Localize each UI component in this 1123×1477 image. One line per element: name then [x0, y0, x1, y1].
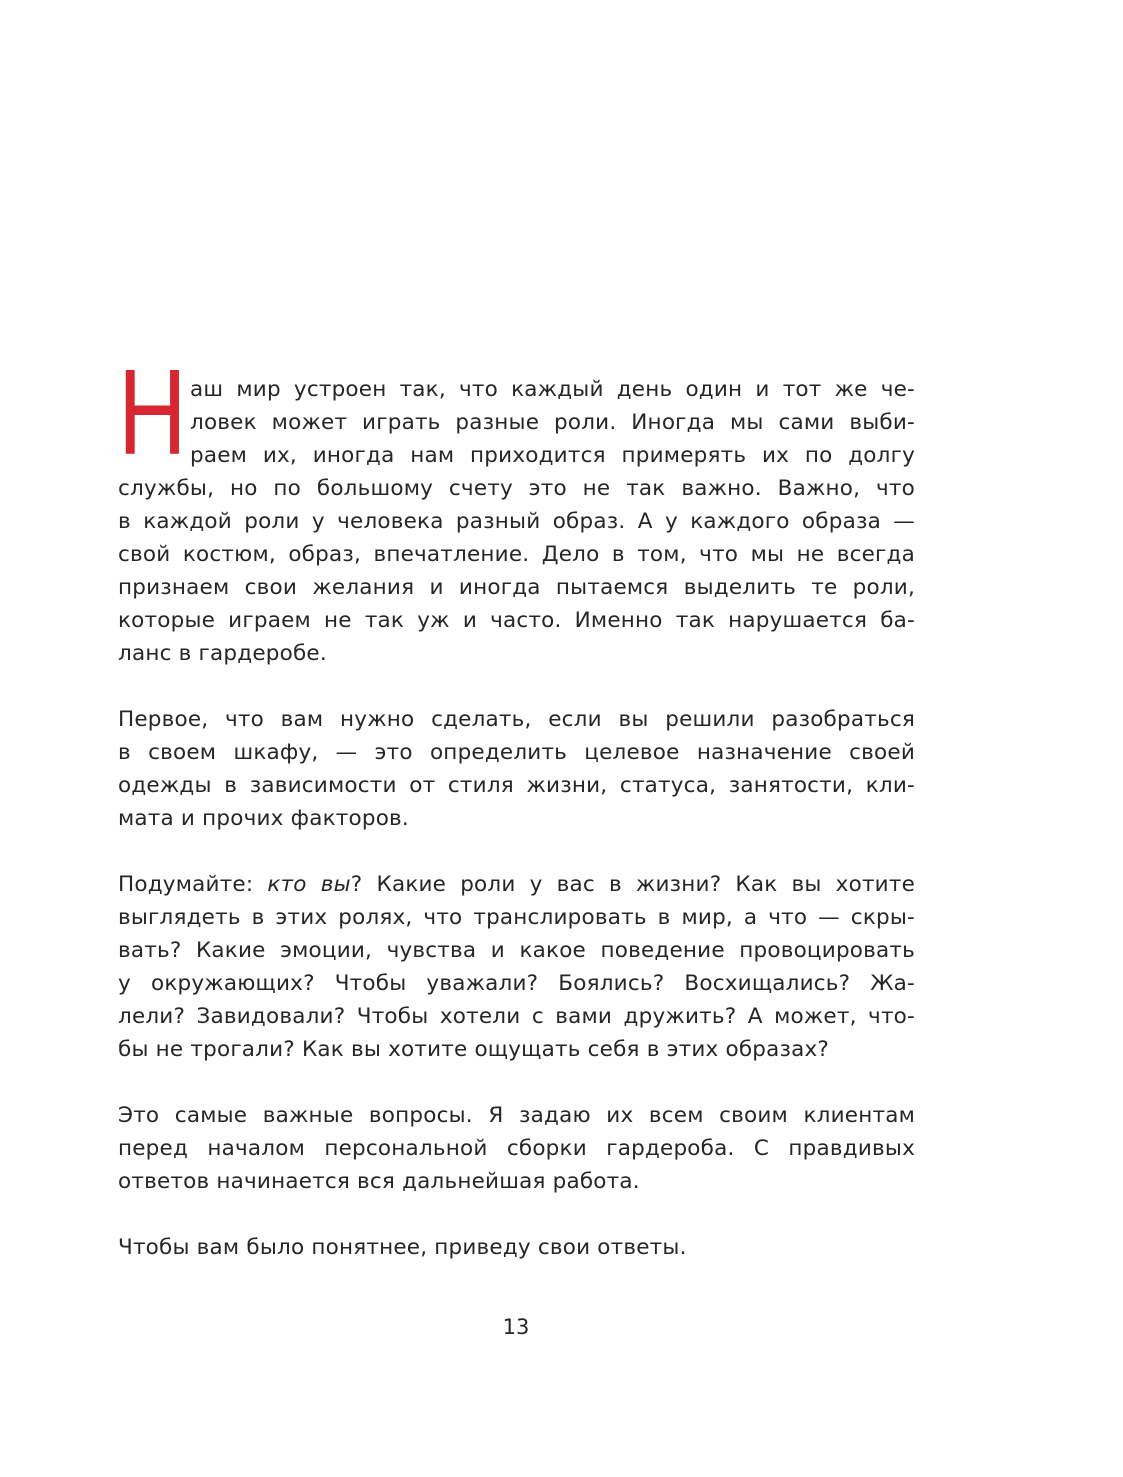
text-line	[118, 868, 915, 901]
text-line: у окружающих? Чтобы уважали? Боялись? Восхищались? Жа-	[118, 971, 915, 996]
paragraph-important-questions	[118, 1099, 915, 1198]
text-line: бы не трогали? Как вы хотите ощущать себя в этих образах?	[118, 1037, 830, 1062]
drop-cap-letter: Н	[118, 344, 187, 480]
text-line: в каждой роли у человека разный образ. А у каждого образа —	[118, 509, 915, 534]
text-segment: ? Какие роли у вас в жизни? Как вы хотите	[350, 872, 915, 897]
page-number: 13	[502, 1315, 530, 1339]
text-line: в своем шкафу, — это определить целевое назначение своей	[118, 740, 915, 765]
paragraph-gap	[118, 1198, 915, 1231]
text-line: аш мир устроен так, что каждый день один и тот же че-	[190, 377, 915, 402]
text-line: Это самые важные вопросы. Я задаю их всем своим клиентам	[118, 1103, 915, 1128]
paragraph-intro	[118, 344, 915, 670]
text-line: вать? Какие эмоции, чувства и какое поведение провоцировать	[118, 938, 915, 963]
text-line: ответов начинается вся дальнейшая работа.	[118, 1169, 640, 1194]
text-line: ланс в гардеробе.	[118, 641, 327, 666]
emphasis-text: кто вы	[267, 872, 351, 897]
text-line: которые играем не так уж и часто. Именно так нарушается ба-	[118, 608, 915, 633]
text-line: службы, но по большому счету это не так важно. Важно, что	[118, 476, 915, 501]
paragraph-questions	[118, 868, 915, 1066]
paragraph-closing	[118, 1231, 915, 1264]
text-line: раем их, иногда нам приходится примерять их по долгу	[190, 443, 915, 468]
text-line: выглядеть в этих ролях, что транслировать в мир, а что — скры-	[118, 905, 915, 930]
text-line: перед началом персональной сборки гардероба. С правдивых	[118, 1136, 915, 1161]
text-line: лели? Завидовали? Чтобы хотели с вами дружить? А может, что-	[118, 1004, 915, 1029]
text-line: Чтобы вам было понятнее, приведу свои ответы.	[118, 1235, 687, 1260]
paragraph-gap	[118, 835, 915, 868]
text-line: одежды в зависимости от стиля жизни, статуса, занятости, кли-	[118, 773, 915, 798]
text-line: мата и прочих факторов.	[118, 806, 409, 831]
text-line: ловек может играть разные роли. Иногда мы сами выби-	[190, 410, 915, 435]
page-body	[118, 344, 915, 1264]
paragraph-purpose	[118, 703, 915, 835]
paragraph-gap	[118, 670, 915, 703]
text-line: признаем свои желания и иногда пытаемся выделить те роли,	[118, 575, 915, 600]
text-line: Первое, что вам нужно сделать, если вы решили разобраться	[118, 707, 915, 732]
paragraph-gap	[118, 1066, 915, 1099]
text-line: свой костюм, образ, впечатление. Дело в том, что мы не всегда	[118, 542, 915, 567]
text-segment: Подумайте:	[118, 872, 268, 897]
